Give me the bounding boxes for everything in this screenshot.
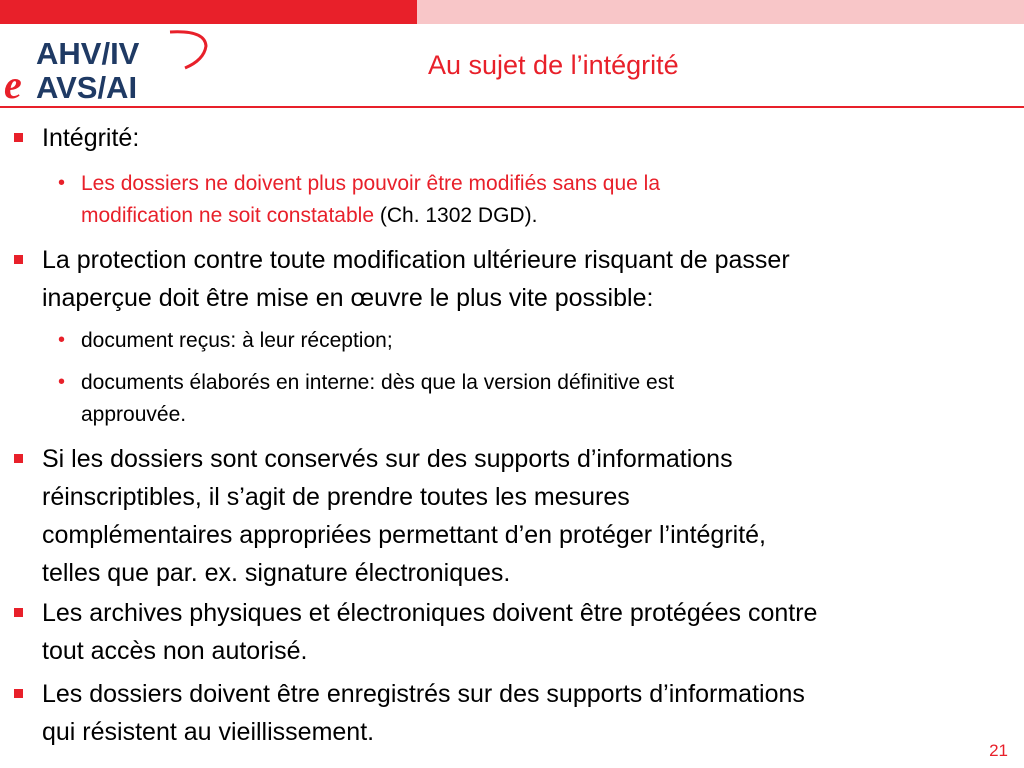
bullet-1-sub-1-line-2 [81, 200, 537, 231]
bullet-2-sub-1-line-1: document reçus: à leur réception; [81, 329, 393, 352]
logo-line2: AVS/AI [36, 70, 138, 105]
page-number: 21 [989, 741, 1008, 760]
bullet-3-line-2: réinscriptibles, il s’agit de prendre toutes les mesures [42, 483, 630, 511]
bullet-2-line-2: inaperçue doit être mise en œuvre le plus vite possible: [42, 284, 654, 312]
bullet-1-sub-1-line-1: Les dossiers ne doivent plus pouvoir être modifiés sans que la [81, 172, 660, 195]
bullet-2-line-1: La protection contre toute modification ultérieure risquant de passer [42, 246, 790, 274]
logo-line1: AHV/IV [36, 36, 140, 71]
bullet-marker [14, 454, 23, 463]
logo-e-mark: e [4, 62, 22, 106]
sub-bullet-marker: • [58, 329, 66, 351]
bullet-marker [14, 255, 23, 264]
bullet-4-line-2: tout accès non autorisé. [42, 637, 308, 665]
bullet-3-line-3: complémentaires appropriées permettant d’en protéger l’intégrité, [42, 521, 766, 549]
page-title: Au sujet de l’intégrité [428, 50, 679, 80]
bullet-marker [14, 608, 23, 617]
sub-bullet-marker: • [58, 371, 66, 393]
bullet-5-line-2: qui résistent au vieillissement. [42, 718, 375, 746]
bullet-1-sub-1-highlight: modification ne soit constatable [81, 204, 375, 227]
bullet-5-line-1: Les dossiers doivent être enregistrés sur des supports d’informations [42, 680, 805, 708]
sub-bullet-marker: • [58, 172, 66, 194]
bullet-1-sub-1-reference: (Ch. 1302 DGD). [374, 204, 538, 227]
bullet-2-sub-2-line-1: documents élaborés en interne: dès que la version définitive est [81, 371, 675, 394]
bullet-marker [14, 689, 23, 698]
bullet-2-sub-2-line-2: approuvée. [81, 403, 187, 426]
bullet-1-line-1: Intégrité: [42, 124, 140, 152]
bullet-marker [14, 133, 23, 142]
bullet-3-line-4: telles que par. ex. signature électroniques. [42, 559, 511, 587]
bullet-3-line-1: Si les dossiers sont conservés sur des supports d’informations [42, 445, 733, 473]
bullet-4-line-1: Les archives physiques et électroniques doivent être protégées contre [42, 599, 818, 627]
